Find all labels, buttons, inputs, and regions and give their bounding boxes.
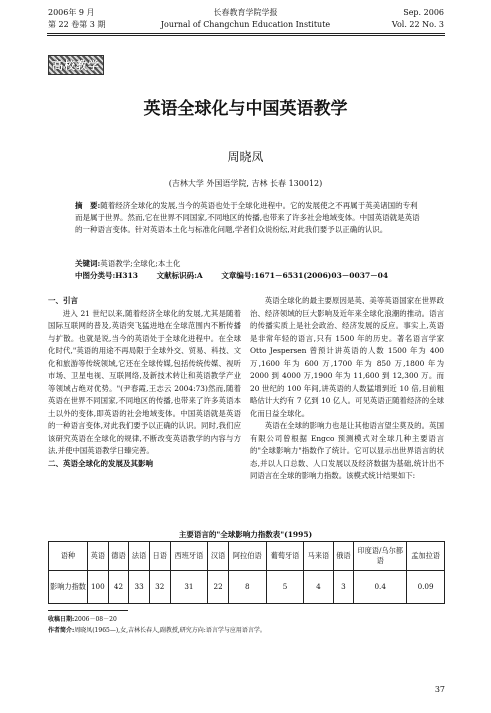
table-cell-lang: 日语: [149, 542, 170, 571]
table-cell-lang: 马来语: [304, 542, 333, 571]
right-column: [250, 295, 444, 483]
table-cell-lang: 孟加拉语: [407, 542, 445, 571]
table-cell-value: 33: [129, 571, 150, 604]
keywords-label: 关键词:: [75, 259, 101, 268]
table-header-language: 语种: [49, 542, 88, 571]
author-bio: 周晓凤(1965—),女,吉林长春人,副教授,研究方向:语言学与应用语言学。: [74, 627, 266, 634]
table-cell-lang: 西班牙语: [170, 542, 208, 571]
article-author: 周晓凤: [227, 150, 264, 164]
table-row-values: [49, 571, 445, 604]
table-cell-lang: 汉语: [208, 542, 229, 571]
header-volume-cn: 第 22 卷第 3 期: [48, 20, 106, 29]
table-cell-value: 3: [333, 571, 354, 604]
table-cell-lang: 葡萄牙语: [266, 542, 304, 571]
table-header-value: 影响力指数: [49, 571, 88, 604]
keywords: [75, 258, 425, 269]
table-cell-value: 32: [149, 571, 170, 604]
abstract-label: 摘 要:: [75, 201, 101, 210]
footnote-received: [48, 615, 117, 624]
article-title: 英语全球化与中国英语教学: [143, 99, 348, 119]
header-volume-en: Vol. 22 No. 3: [391, 20, 444, 29]
table-cell-lang: 法语: [129, 542, 150, 571]
section-heading-globalization: 二、英语全球化的发展及其影响: [48, 458, 153, 468]
page-number: 37: [434, 685, 445, 694]
header-journal-en: Journal of Changchun Education Institute: [160, 20, 331, 29]
clc-number: 中图分类号:H313: [75, 271, 139, 280]
table-cell-lang: 德语: [108, 542, 129, 571]
header-rule: [47, 33, 445, 34]
table-cell-value: 31: [170, 571, 208, 604]
author-affiliation: (吉林大学 外国语学院, 吉林 长春 130012): [168, 179, 323, 188]
table-cell-value: 42: [108, 571, 129, 604]
abstract: [75, 200, 420, 236]
table-cell-lang: 英语: [88, 542, 109, 571]
received-date: 2006－08－20: [74, 616, 117, 623]
section-heading-intro: 一、引言: [48, 296, 78, 305]
intro-paragraph: 进入 21 世纪以来,随着经济全球化的发展,尤其是随着国际互联网的普及,英语突飞猛进地在全球范围内不断传播与扩散。也就是说,当今的英语处于全球化进程中。在全球化时代,"英语的用途不再局限于全球外交、贸易、科技、文化和旅游等传统领域,它还在全球传媒,包括传统传媒、视听市场、卫星电视、互联网络,及新技术转让和英语教学产业等领域占绝对优势。"(尹春霞,王志云 2004:73)然而,随着英语在世界不同国家,不同地区的传播,也带来了许多英语本土以外的变体,即英语的社会地域变体。中国英语就是英语的一种语言变体,对此我们要予以正确的认识。同时,我们应该研究英语在全球化的规律,不断改变英语教学的内容与方法,并使中国英语教学日臻完善。: [48, 308, 241, 455]
table-row-languages: [49, 542, 445, 571]
received-label: 收稿日期:: [48, 616, 75, 623]
header-journal-cn: 长春教育学院学报: [213, 8, 278, 17]
table-cell-value: 5: [266, 571, 304, 604]
document-code: 文献标识码:A: [156, 271, 203, 280]
table-cell-value: 8: [228, 571, 266, 604]
table-cell-lang: 俄语: [333, 542, 354, 571]
table-cell-value: 0.4: [354, 571, 407, 604]
abstract-text: 随着经济全球化的发展,当今的英语也处于全球化进程中。它的发展使之不再属于英美诸国的专利而是属于世界。然而,它在世界不同国家,不同地区的传播,也带来了许多社会地域变体。中国英语就是英语的一种语言变体。针对英语本土化与标准化问题,学者们众说纷纭,对此我们要予以正确的认识。: [75, 201, 420, 234]
table-cell-value: 4: [304, 571, 333, 604]
left-column: [48, 295, 241, 470]
article-number: 文章编号:1671－6531(2006)03－0037－04: [221, 271, 389, 280]
keywords-text: 英语教学;全球化;本土化: [100, 259, 181, 268]
section-tag: 高校教学: [48, 55, 104, 75]
language-influence-table: [48, 541, 445, 604]
classification-line: [75, 270, 435, 281]
right-paragraph-2: 英语在全球的影响力也是让其他语言望尘莫及的。英国有限公司曾根据 Engco 预测模式对全球几种主要语言的"全球影响力"指数作了统计。它可以显示出世界语言的状态,并以人口总数、人口发展以及经济数据为基础,统计出不同语言在全球的影响力指数。该模式统计结果如下:: [250, 421, 444, 480]
author-bio-label: 作者简介:: [48, 627, 75, 634]
table-title: 主要语言的"全球影响力指数表"(1995): [178, 530, 313, 539]
right-paragraph-1: 英语全球化的最主要原因是英、美等英语国家在世界政治、经济领域的巨大影响及近年来全球化浪潮的推动。语言的传播实质上是社会政治、经济发展的反应。事实上,英语是非常年轻的语言,只有 1500 年的历史。著名语言学家 Otto Jespersen 曾预计讲英语的人数 1500 年为 400 万,1600 年为 600 万,1700 年为 850 万,1800 年为 2000 到 4000 万,1900 年为 11,600 到 12,300 万。而 20 世纪的 100 年间,讲英语的人数猛增到近 10 倍,目前粗略估计大约有 7 亿到 10 亿人。可见英语正随着经济的全球化而日益全球化。: [250, 296, 444, 418]
table-cell-value: 0.09: [407, 571, 445, 604]
table-cell-lang: 阿拉伯语: [228, 542, 266, 571]
footnote-rule: [48, 610, 128, 611]
header-date-cn: 2006年 9 月: [48, 8, 95, 17]
table-cell-value: 100: [88, 571, 109, 604]
table-cell-lang: 印度语/乌尔都语: [354, 542, 407, 571]
table-cell-value: 22: [208, 571, 229, 604]
header-date-en: Sep. 2006: [403, 8, 444, 17]
footnote-author: [48, 626, 266, 635]
header-rule-2: [47, 35, 445, 36]
